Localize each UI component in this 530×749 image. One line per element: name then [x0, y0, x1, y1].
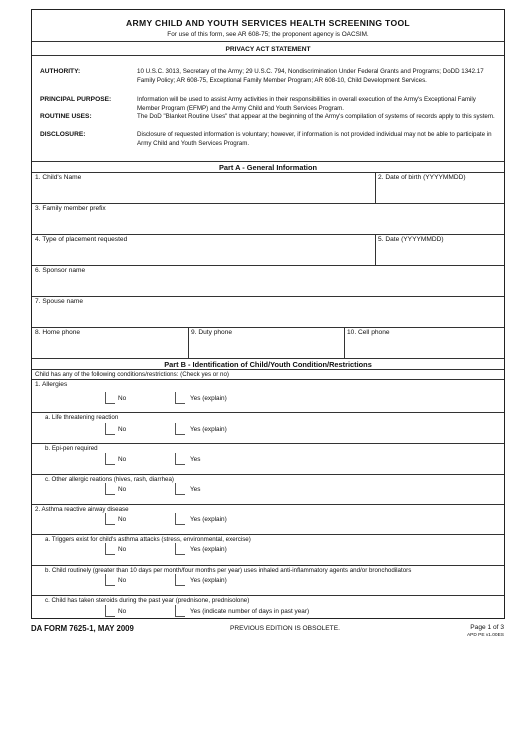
- epi-pen-yes-checkbox[interactable]: [175, 453, 185, 465]
- routine-text: The DoD "Blanket Routine Uses" that appear at the beginning of the Army's compilation of systems of records apply to this system.: [137, 113, 495, 120]
- authority-text: 10 U.S.C. 3013, Secretary of the Army; 29 U.S.C. 794, Nondiscrimination Under Federal Grants and Programs; DoDD 1342.17 Family Policy; AR 608-75, Exceptional Family Member Program; AR 608-10, Child Development Services.: [137, 68, 484, 84]
- allergies-no-checkbox[interactable]: [105, 392, 115, 404]
- divider: [32, 534, 504, 535]
- asthma-no-checkbox[interactable]: [105, 513, 115, 525]
- childs-name-field[interactable]: 1. Child's Name: [35, 174, 82, 181]
- life-threatening-label: a. Life threatening reaction: [45, 414, 119, 421]
- inhaled-agents-no-checkbox[interactable]: [105, 574, 115, 586]
- allergies-no-label: No: [118, 395, 127, 402]
- life-threatening-no-checkbox[interactable]: [105, 423, 115, 435]
- form-number: DA FORM 7625-1, MAY 2009: [31, 624, 134, 633]
- cell-phone-field[interactable]: 10. Cell phone: [347, 329, 390, 336]
- other-allergic-label: c. Other allergic reations (hives, rash, diarrhea): [45, 476, 174, 483]
- allergies-yes-label: Yes (explain): [190, 395, 227, 402]
- divider: [32, 369, 504, 370]
- epi-pen-no-label: No: [118, 456, 127, 463]
- divider: [32, 474, 504, 475]
- asthma-triggers-no-checkbox[interactable]: [105, 543, 115, 555]
- inhaled-agents-no-label: No: [118, 577, 127, 584]
- purpose-label: PRINCIPAL PURPOSE:: [40, 96, 112, 103]
- authority-label: AUTHORITY:: [40, 68, 81, 75]
- divider: [375, 234, 376, 265]
- asthma-triggers-yes-checkbox[interactable]: [175, 543, 185, 555]
- steroids-no-checkbox[interactable]: [105, 605, 115, 617]
- home-phone-field[interactable]: 8. Home phone: [35, 329, 81, 336]
- divider: [32, 358, 504, 359]
- divider: [32, 595, 504, 596]
- inhaled-agents-label: b. Child routinely (greater than 10 days per month/four months per year) uses inhaled anti-inflammatory agents and/or bronchodilators: [45, 567, 412, 574]
- purpose-text: Information will be used to assist Army activities in their responsibilities in overall execution of the Army's Exceptional Family Member Program (EFMP) and the Army Child and Youth Services Program.: [137, 96, 476, 112]
- other-allergic-no-label: No: [118, 486, 127, 493]
- asthma-yes-checkbox[interactable]: [175, 513, 185, 525]
- placement-field[interactable]: 4. Type of placement requested: [35, 236, 128, 243]
- divider: [188, 327, 189, 358]
- asthma-triggers-yes-label: Yes (explain): [190, 546, 227, 553]
- other-allergic-no-checkbox[interactable]: [105, 483, 115, 495]
- family-prefix-field[interactable]: 3. Family member prefix: [35, 205, 106, 212]
- steroids-no-label: No: [118, 608, 127, 615]
- steroids-yes-label: Yes (indicate number of days in past year): [190, 608, 310, 615]
- divider: [32, 379, 504, 380]
- dob-field[interactable]: 2. Date of birth (YYYYMMDD): [378, 174, 466, 181]
- form-page: [31, 9, 505, 619]
- form-version: APD PE v1.00ES: [466, 633, 504, 638]
- steroids-label: c. Child has taken steroids during the past year (prednisone, prednisolone): [45, 597, 250, 604]
- epi-pen-yes-label: Yes: [190, 456, 201, 463]
- divider: [32, 296, 504, 297]
- epi-pen-label: b. Epi-pen required: [45, 445, 98, 452]
- other-allergic-yes-checkbox[interactable]: [175, 483, 185, 495]
- divider: [32, 172, 504, 173]
- divider: [32, 443, 504, 444]
- asthma-triggers-label: a. Triggers exist for child's asthma attacks (stress, environmental, exercise): [45, 536, 251, 543]
- part-b-intro: Child has any of the following conditions/restrictions: (Check yes or no): [35, 371, 229, 378]
- life-threatening-yes-label: Yes (explain): [190, 426, 227, 433]
- part-a-heading: Part A - General Information: [218, 163, 317, 172]
- divider: [32, 327, 504, 328]
- disclosure-label: DISCLOSURE:: [40, 131, 86, 138]
- divider: [32, 265, 504, 266]
- divider: [344, 327, 345, 358]
- routine-label: ROUTINE USES:: [40, 113, 92, 120]
- asthma-triggers-no-label: No: [118, 546, 127, 553]
- divider: [32, 412, 504, 413]
- sponsor-name-field[interactable]: 6. Sponsor name: [35, 267, 86, 274]
- divider: [32, 41, 504, 42]
- divider: [32, 55, 504, 56]
- divider: [32, 504, 504, 505]
- steroids-yes-checkbox[interactable]: [175, 605, 185, 617]
- part-b-heading: Part B - Identification of Child/Youth Condition/Restrictions: [164, 360, 372, 369]
- allergies-yes-checkbox[interactable]: [175, 392, 185, 404]
- life-threatening-no-label: No: [118, 426, 127, 433]
- disclosure-text: Disclosure of requested information is voluntary; however, if information is not provided individual may not be able to participate in Army Child and Youth Services Program.: [137, 131, 492, 147]
- asthma-label: 2. Asthma reactive airway disease: [35, 506, 129, 513]
- asthma-yes-label: Yes (explain): [190, 516, 227, 523]
- epi-pen-no-checkbox[interactable]: [105, 453, 115, 465]
- other-allergic-yes-label: Yes: [190, 486, 201, 493]
- inhaled-agents-yes-checkbox[interactable]: [175, 574, 185, 586]
- edition-notice: PREVIOUS EDITION IS OBSOLETE.: [230, 625, 340, 632]
- inhaled-agents-yes-label: Yes (explain): [190, 577, 227, 584]
- divider: [375, 172, 376, 203]
- asthma-no-label: No: [118, 516, 127, 523]
- allergies-label: 1. Allergies: [35, 381, 68, 388]
- privacy-heading: PRIVACY ACT STATEMENT: [225, 46, 311, 53]
- divider: [32, 565, 504, 566]
- date-field[interactable]: 5. Date (YYYYMMDD): [378, 236, 444, 243]
- form-subtitle: For use of this form, see AR 608-75; the proponent agency is OACSIM.: [167, 31, 369, 38]
- form-title: ARMY CHILD AND YOUTH SERVICES HEALTH SCREENING TOOL: [126, 18, 410, 28]
- divider: [32, 203, 504, 204]
- spouse-name-field[interactable]: 7. Spouse name: [35, 298, 84, 305]
- divider: [32, 234, 504, 235]
- duty-phone-field[interactable]: 9. Duty phone: [191, 329, 233, 336]
- divider: [32, 161, 504, 162]
- life-threatening-yes-checkbox[interactable]: [175, 423, 185, 435]
- page-number: Page 1 of 3: [470, 624, 504, 631]
